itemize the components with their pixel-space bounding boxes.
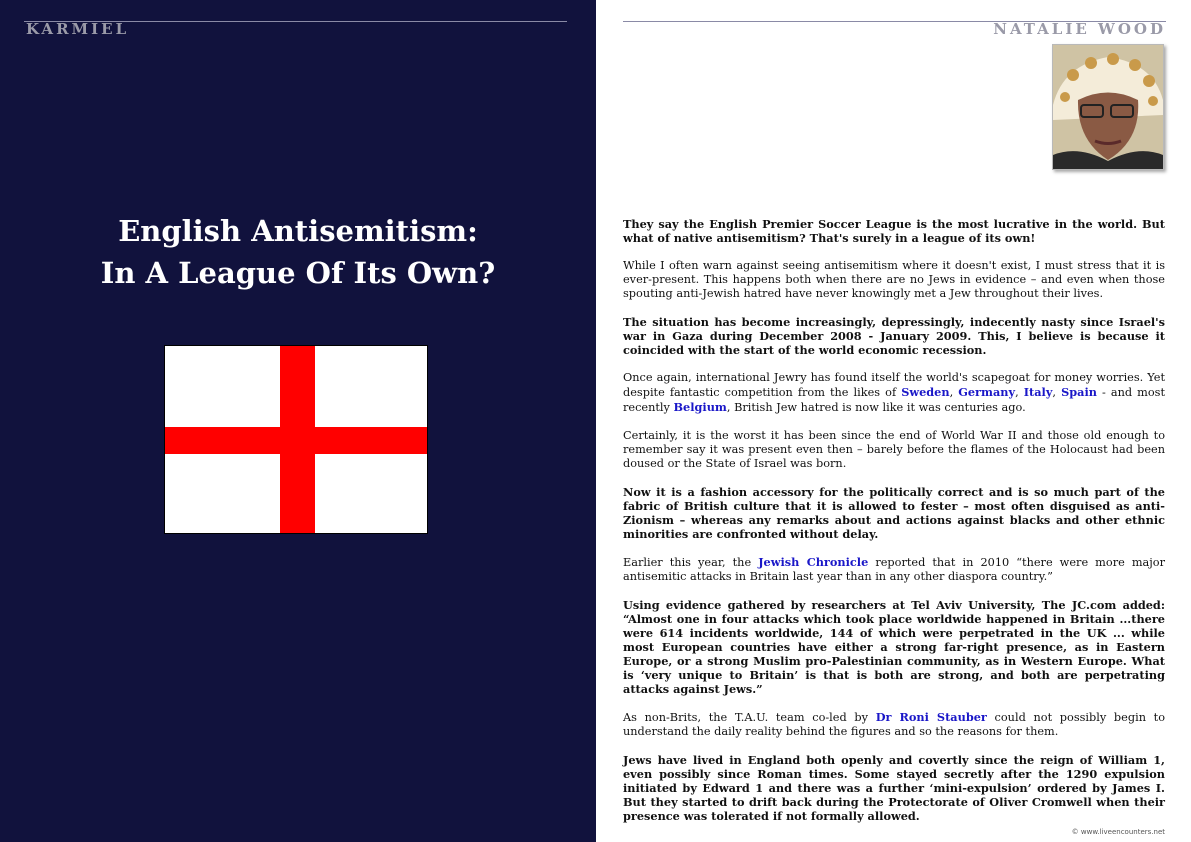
article-paragraph (623, 315, 1165, 357)
article-paragraph (623, 259, 1165, 301)
paragraph-text: While I often warn against seeing antisemitism where it doesn't exist, I must stress that it is ever-present. This happens both when there are no Jews in evidence – and even when those spouting anti-Jewish hatred have never knowingly met a Jew throughout their lives. (623, 259, 1165, 300)
paragraph-text: , (1015, 386, 1024, 399)
article-link[interactable]: Jewish Chronicle (758, 555, 869, 569)
section-label: KARMIEL (26, 20, 130, 38)
headline-line-2: In A League Of Its Own? (100, 256, 496, 290)
paragraph-text: Once again, international Jewry has found itself the world's scapegoat for money worries. Yet despite fantastic competition from the likes of (623, 371, 1165, 399)
article-link[interactable]: Spain (1061, 385, 1097, 399)
paragraph-text: Jews have lived in England both openly and covertly since the reign of William 1, even possibly since Roman times. Some stayed secretly after the 1290 expulsion initiated by Edward 1 and there was a further ‘mini-expulsion’ ordered by James I. But they started to drift back during the Protectorate of Oliver Cromwell when their presence was tolerated if not formally allowed. (623, 753, 1165, 823)
paragraph-text: Certainly, it is the worst it has been since the end of World War II and those old enough to remember say it was present even then – barely before the flames of the Holocaust had been doused or the State of Israel was born. (623, 429, 1165, 470)
article-link[interactable]: Italy (1023, 385, 1053, 399)
article-paragraph (623, 710, 1165, 739)
author-name: NATALIE WOOD (993, 20, 1166, 38)
england-flag-image (164, 345, 428, 534)
article-headline (0, 210, 596, 294)
paragraph-text: Now it is a fashion accessory for the politically correct and is so much part of the fabric of British culture that it is allowed to fester – most often disguised as anti-Zionism – whereas any remarks about and actions against blacks and other ethnic minorities are confronted without delay. (623, 485, 1165, 541)
copyright-notice: © www.liveencounters.net (1071, 828, 1165, 836)
article-paragraph (623, 485, 1165, 541)
paragraph-text: reported that in 2010 “there were more major antisemitic attacks in Britain last year than in any other diaspora country.” (623, 556, 1165, 583)
paragraph-text: Using evidence gathered by researchers at Tel Aviv University, The JC.com added: “Almost one in four attacks which took place worldwide happened in Britain ...there were 614 incidents worldwide, 144 of which were perpetrated in the UK ... while most European countries have either a strong far-right presence, as in Eastern Europe, or a strong Muslim pro-Palestinian community, as in Western Europe. What is ‘very unique to Britain’ is that is both are strong, and both are perpetrating attacks against Jews.” (623, 598, 1165, 696)
article-link[interactable]: Dr Roni Stauber (875, 710, 987, 724)
article-paragraph (623, 753, 1165, 823)
article-link[interactable]: Germany (958, 385, 1016, 399)
flag-cross-horizontal (165, 427, 427, 454)
paragraph-text: - and most recently (623, 386, 1166, 414)
article-body (623, 217, 1165, 837)
article-paragraph (623, 598, 1165, 696)
article-paragraph (623, 429, 1165, 471)
paragraph-text: The situation has become increasingly, depressingly, indecently nasty since Israel's war in Gaza during December 2008 - January 2009. This, I believe is because it coincided with the start of the world economic recession. (623, 315, 1165, 357)
paragraph-text: Earlier this year, the (623, 556, 759, 569)
paragraph-text: , (949, 386, 959, 399)
headline-line-1: English Antisemitism: (118, 214, 478, 248)
article-link[interactable]: Belgium (673, 400, 727, 414)
paragraph-text: could not possibly begin to understand the daily reality behind the figures and so the reasons for them. (623, 711, 1165, 738)
paragraph-text: , (1052, 386, 1062, 399)
paragraph-text: They say the English Premier Soccer League is the most lucrative in the world. But what of native antisemitism? That's surely in a league of its own! (623, 217, 1165, 245)
article-paragraph (623, 371, 1165, 415)
article-paragraph (623, 217, 1165, 245)
article-paragraph (623, 555, 1165, 584)
paragraph-text: As non-Brits, the T.A.U. team co-led by (623, 711, 876, 724)
author-portrait (1052, 44, 1164, 170)
paragraph-text: , British Jew hatred is now like it was centuries ago. (726, 401, 1026, 414)
article-link[interactable]: Sweden (901, 385, 950, 399)
